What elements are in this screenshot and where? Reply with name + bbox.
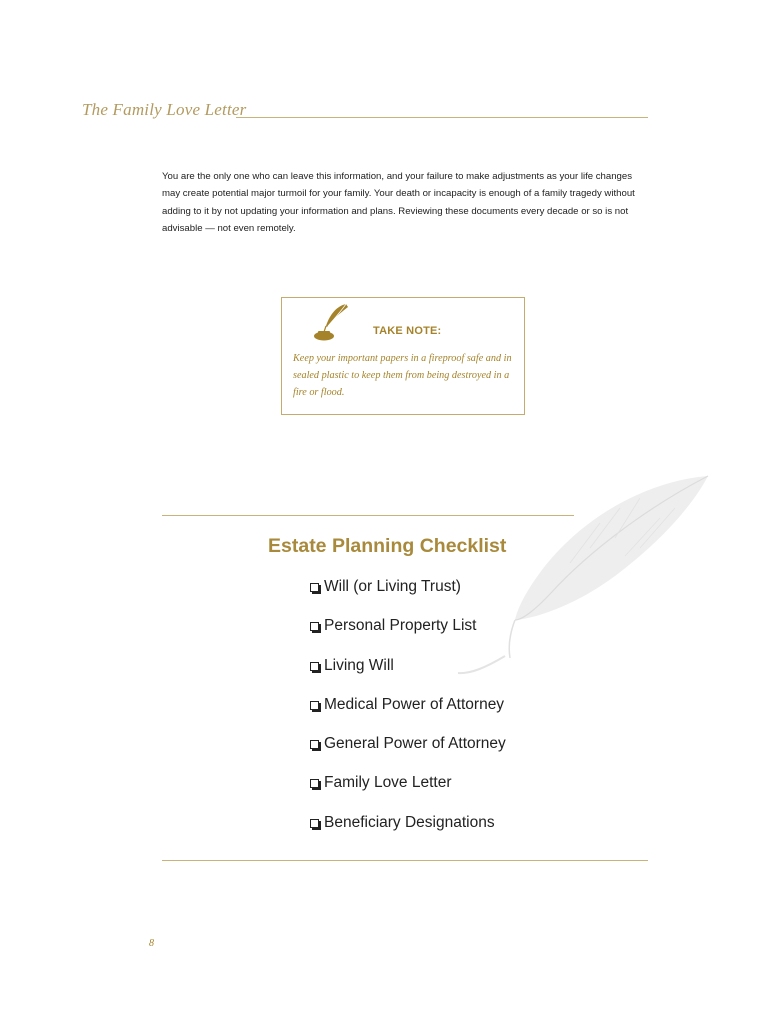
checklist-item[interactable] [310,694,506,733]
quill-inkwell-icon [313,302,351,342]
checklist-item-label: Living Will [324,656,394,674]
checkbox-icon[interactable] [310,662,319,671]
checklist-item-label: Personal Property List [324,617,477,635]
checklist-item[interactable] [310,733,506,772]
checkbox-icon[interactable] [310,622,319,631]
page-number: 8 [149,938,154,949]
checklist-item-label: General Power of Attorney [324,735,506,753]
checklist-item-label: Family Love Letter [324,774,452,792]
header-rule [236,117,648,118]
checklist-item[interactable] [310,772,506,811]
estate-checklist [310,576,506,851]
checklist-item-label: Will (or Living Trust) [324,578,461,595]
checkbox-icon[interactable] [310,779,319,788]
checklist-bottom-rule [162,860,648,861]
checklist-title: Estate Planning Checklist [268,535,507,557]
checklist-top-rule [162,515,574,516]
take-note-label: TAKE NOTE: [373,325,442,337]
checklist-item[interactable] [310,812,506,851]
checklist-item[interactable] [310,576,506,615]
take-note-text: Keep your important papers in a fireproof safe and in sealed plastic to keep them from being destroyed in a fire or flood. [293,353,512,398]
checkbox-icon[interactable] [310,701,319,710]
intro-paragraph: You are the only one who can leave this information, and your failure to make adjustments as your life changes may create potential major turmoil for your family. Your death or incapacity is enough of a family tragedy without adding to it by not updating your information and plans. Reviewing these documents every decade or so is not advisable — not even remotely. [162,171,635,235]
take-note-box [281,297,525,415]
running-header-title: The Family Love Letter [82,100,247,119]
checklist-item-label: Beneficiary Designations [324,813,495,831]
checkbox-icon[interactable] [310,740,319,749]
checklist-item[interactable] [310,655,506,694]
checkbox-icon[interactable] [310,583,319,592]
checkbox-icon[interactable] [310,819,319,828]
checklist-item-label: Medical Power of Attorney [324,695,505,713]
checklist-item[interactable] [310,615,506,654]
